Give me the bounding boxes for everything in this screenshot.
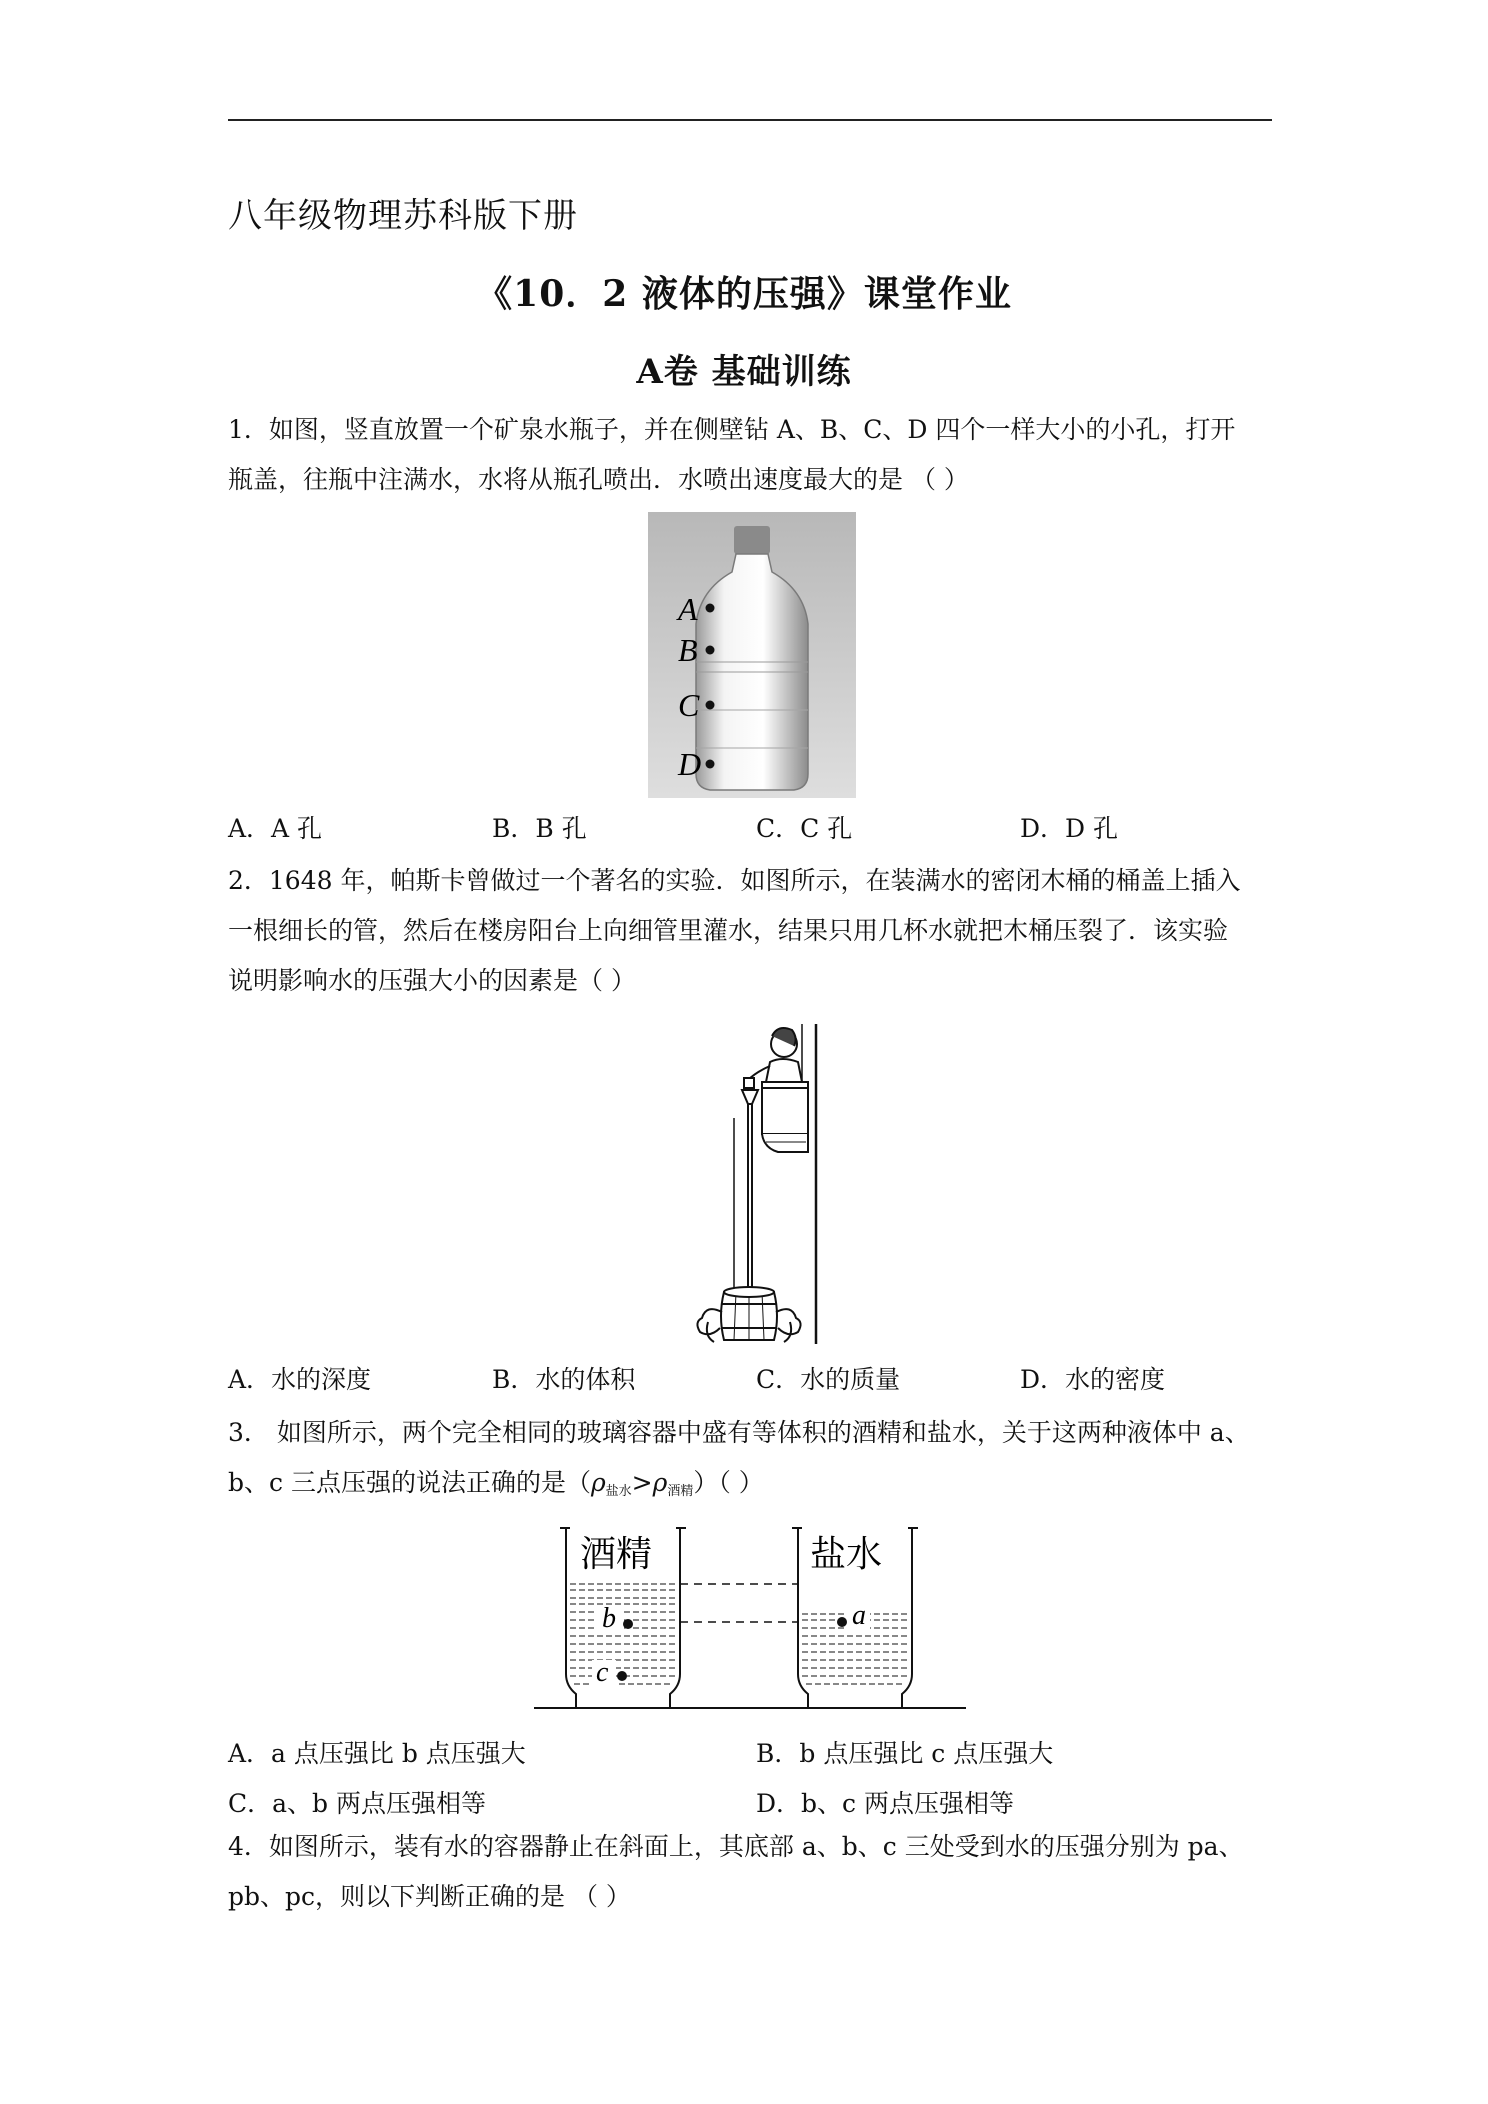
hole-c-dot bbox=[706, 701, 715, 710]
bottle-figure bbox=[648, 512, 856, 798]
question-4-line-2: pb、pc，则以下判断正确的是 （ ） bbox=[228, 1882, 631, 1911]
hole-label-a: A bbox=[678, 591, 698, 627]
question-1-text bbox=[228, 405, 1272, 505]
lesson-title: 《10．2 液体的压强》课堂作业 bbox=[476, 273, 1012, 315]
left-beaker-label: 酒精 bbox=[580, 1534, 653, 1575]
question-1-line-2: 瓶盖，往瓶中注满水，水将从瓶孔喷出．水喷出速度最大的是 （ ） bbox=[228, 465, 969, 494]
point-c-label: c bbox=[596, 1657, 609, 1688]
hole-label-b: B bbox=[678, 632, 698, 668]
point-b-dot bbox=[623, 1619, 633, 1629]
q1-option-c[interactable]: C．C 孔 bbox=[756, 814, 853, 843]
question-1-options bbox=[228, 809, 1272, 849]
question-2-line-3: 说明影响水的压强大小的因素是（ ） bbox=[228, 966, 636, 995]
point-a-dot bbox=[837, 1617, 847, 1627]
q2-option-d[interactable]: D．水的密度 bbox=[1020, 1365, 1166, 1394]
hole-a-dot bbox=[706, 604, 715, 613]
question-3-line-1: 3． 如图所示，两个完全相同的玻璃容器中盛有等体积的酒精和盐水，关于这两种液体中 a、 bbox=[228, 1418, 1250, 1447]
question-2-text bbox=[228, 856, 1272, 1006]
question-2-line-1: 2．1648 年，帕斯卡曾做过一个著名的实验．如图所示，在装满水的密闭木桶的桶盖上插入 bbox=[228, 866, 1241, 895]
q1-option-b[interactable]: B．B 孔 bbox=[492, 814, 587, 843]
pascal-barrel-figure bbox=[670, 1022, 832, 1352]
hole-label-c: C bbox=[678, 687, 700, 723]
q1-option-d[interactable]: D．D 孔 bbox=[1020, 814, 1119, 843]
q3-option-d[interactable]: D．b、c 两点压强相等 bbox=[756, 1789, 1014, 1818]
q2-option-a[interactable]: A．水的深度 bbox=[228, 1365, 372, 1394]
question-3-line-2-end: ）（ ） bbox=[693, 1468, 764, 1497]
greater-than-sign: > bbox=[631, 1468, 653, 1497]
q3-option-a[interactable]: A．a 点压强比 b 点压强大 bbox=[228, 1739, 526, 1768]
hole-d-dot bbox=[706, 760, 715, 769]
point-b-label: b bbox=[602, 1603, 616, 1634]
grade-label: 八年级物理苏科版下册 bbox=[228, 196, 578, 236]
q1-option-a[interactable]: A．A 孔 bbox=[228, 814, 323, 843]
q3-option-b[interactable]: B．b 点压强比 c 点压强大 bbox=[756, 1739, 1054, 1768]
rho-symbol-salt: ρ bbox=[590, 1468, 606, 1497]
right-beaker-label: 盐水 bbox=[810, 1534, 883, 1575]
rho-symbol-alcohol: ρ bbox=[652, 1468, 668, 1497]
question-3-line-2 bbox=[228, 1458, 1272, 1517]
question-1-line-1: 1．如图，竖直放置一个矿泉水瓶子，并在侧壁钻 A、B、C、D 四个一样大小的小孔，打开 bbox=[228, 415, 1236, 444]
q3-option-c[interactable]: C．a、b 两点压强相等 bbox=[228, 1789, 486, 1818]
section-title: A卷 基础训练 bbox=[636, 352, 852, 392]
question-4-line-1: 4．如图所示，装有水的容器静止在斜面上，其底部 a、b、c 三处受到水的压强分别为 pa、 bbox=[228, 1832, 1244, 1861]
subscript-alcohol: 酒精 bbox=[667, 1484, 694, 1499]
hole-label-d: D bbox=[678, 746, 702, 782]
hole-b-dot bbox=[706, 646, 715, 655]
subscript-salt-water: 盐水 bbox=[605, 1484, 632, 1499]
question-2-line-2: 一根细长的管，然后在楼房阳台上向细管里灌水，结果只用几杯水就把木桶压裂了．该实验 bbox=[228, 916, 1229, 945]
point-a-label: a bbox=[852, 1600, 866, 1631]
q2-option-b[interactable]: B．水的体积 bbox=[492, 1365, 636, 1394]
question-3-text bbox=[228, 1408, 1272, 1517]
beakers-figure bbox=[530, 1524, 970, 1714]
question-4-text bbox=[228, 1822, 1272, 1922]
question-2-options bbox=[228, 1360, 1272, 1400]
point-c-dot bbox=[617, 1671, 627, 1681]
q2-option-c[interactable]: C．水的质量 bbox=[756, 1365, 901, 1394]
bottle-cap bbox=[734, 526, 770, 554]
question-3-line-2-start: b、c 三点压强的说法正确的是（ bbox=[228, 1468, 591, 1497]
header-rule bbox=[228, 119, 1272, 121]
